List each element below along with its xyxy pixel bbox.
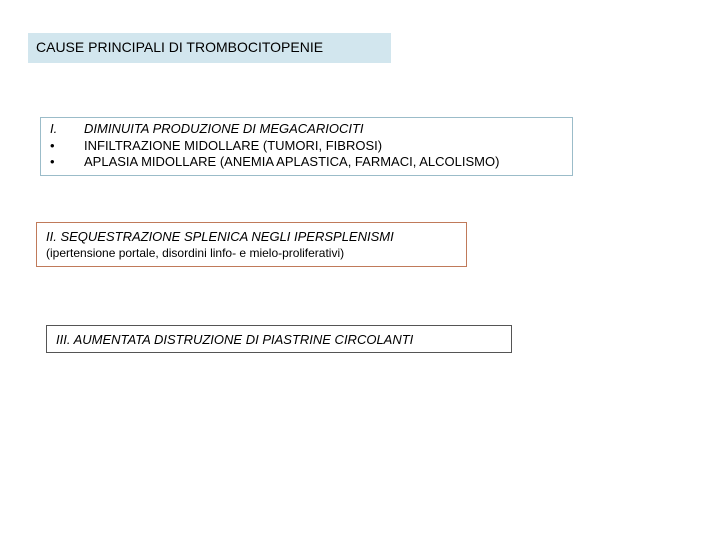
- page-title: CAUSE PRINCIPALI DI TROMBOCITOPENIE: [36, 39, 324, 55]
- list-item-text: INFILTRAZIONE MIDOLLARE (TUMORI, FIBROSI): [84, 138, 383, 153]
- bullet-icon: •: [50, 154, 55, 169]
- section-platelet-destruction: [46, 325, 512, 353]
- section-splenic-sequestration: [36, 222, 467, 267]
- roman-numeral-marker: I.: [50, 121, 58, 136]
- section-heading: II. SEQUESTRAZIONE SPLENICA NEGLI IPERSPLENISMI: [46, 229, 394, 244]
- list-item-text: APLASIA MIDOLLARE (ANEMIA APLASTICA, FARMACI, ALCOLISMO): [84, 154, 500, 169]
- section-reduced-production: [40, 117, 573, 176]
- bullet-icon: •: [50, 138, 55, 153]
- page-title-box: [28, 33, 391, 63]
- section-heading: III. AUMENTATA DISTRUZIONE DI PIASTRINE CIRCOLANTI: [56, 332, 414, 347]
- section-heading: DIMINUITA PRODUZIONE DI MEGACARIOCITI: [84, 121, 364, 136]
- section-subtext: (ipertensione portale, disordini linfo- e mielo-proliferativi): [46, 246, 345, 260]
